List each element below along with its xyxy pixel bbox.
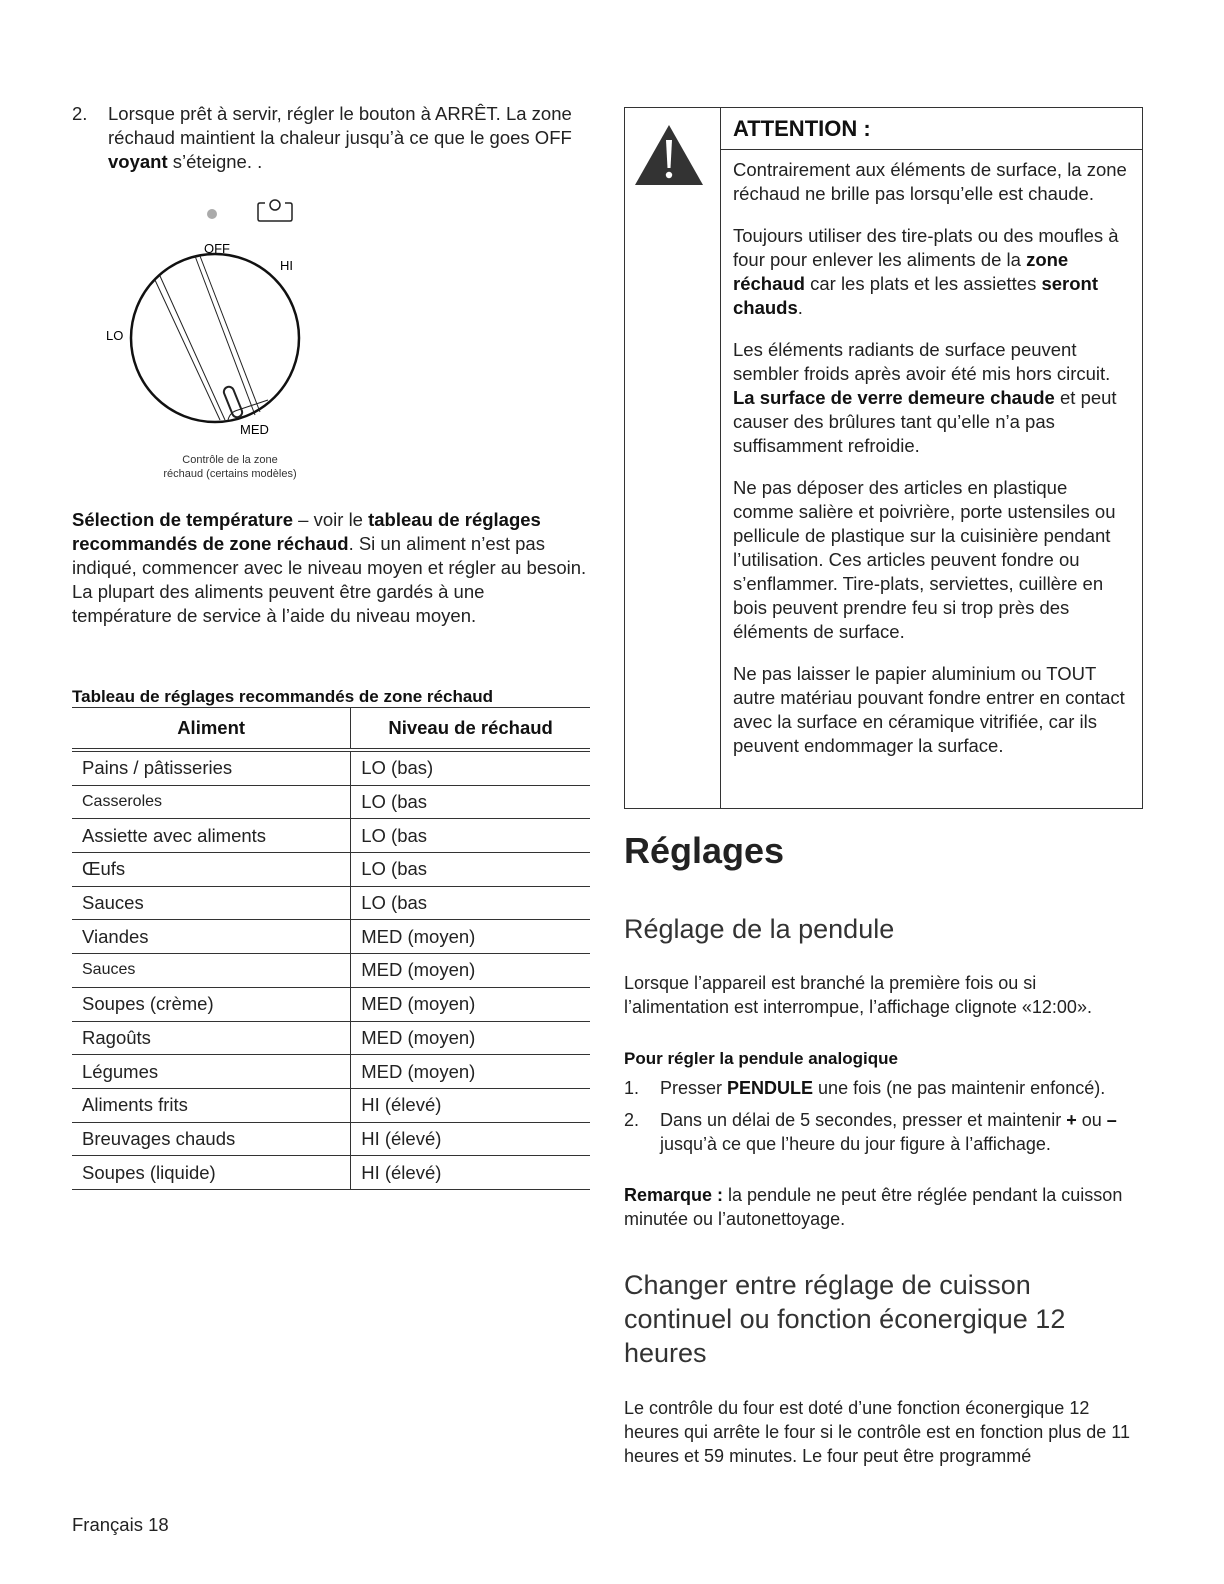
bold-text: + <box>1066 1110 1077 1130</box>
clock-intro <box>624 971 1144 1019</box>
text-run: – voir le <box>293 509 369 530</box>
step-number: 2. <box>624 1110 640 1130</box>
cell-food: Viandes <box>72 920 351 954</box>
warming-settings-table <box>72 707 590 1190</box>
cell-level: HI (élevé) <box>351 1156 590 1190</box>
column-header-food: Aliment <box>72 708 351 751</box>
text-run: la pendule ne peut être réglée pendant la cuisson minutée ou l’autonettoyage. <box>624 1185 1123 1229</box>
text-run: Le contrôle du four est doté d’une fonction éconergique 12 heures qui arrête le four si le contrôle est en fonction plus de 11 heures et 59 minutes. Le four peut être programmé <box>624 1398 1130 1466</box>
step-2 <box>72 102 608 174</box>
text-run: Contrairement aux éléments de surface, la zone réchaud ne brille pas lorsqu’elle est chaude. <box>733 159 1127 204</box>
text-run: . <box>797 297 803 318</box>
clock-steps <box>624 1076 1139 1164</box>
caption-line: réchaud (certains modèles) <box>163 468 297 480</box>
caption-line: Contrôle de la zone <box>182 454 278 466</box>
cell-food: Soupes (liquide) <box>72 1156 351 1190</box>
table-row <box>72 920 590 954</box>
bold-text: Remarque : <box>624 1185 724 1205</box>
cell-level: HI (élevé) <box>351 1088 590 1122</box>
table-row <box>72 750 590 785</box>
attention-paragraph <box>733 224 1128 320</box>
cell-food: Assiette avec aliments <box>72 819 351 853</box>
table-row <box>72 1055 590 1089</box>
bold-text: voyant <box>108 151 168 172</box>
column-header-level: Niveau de réchaud <box>351 708 590 751</box>
page-footer: Français 18 <box>72 1514 169 1535</box>
attention-paragraph <box>733 476 1128 644</box>
step-text <box>108 103 572 172</box>
text-run: et peut causer des brûlures tant qu’elle n’a pas suffisamment refroidie. <box>733 387 1117 456</box>
cell-level: MED (moyen) <box>351 1055 590 1089</box>
cell-level: HI (élevé) <box>351 1122 590 1156</box>
figure-caption <box>120 453 340 481</box>
temperature-selection-paragraph <box>72 508 587 628</box>
dial-label-hi: HI <box>280 258 293 273</box>
cell-food: Breuvages chauds <box>72 1122 351 1156</box>
text-run: Dans un délai de 5 secondes, presser et maintenir <box>660 1110 1067 1130</box>
cell-level: LO (bas) <box>351 750 590 785</box>
cell-level: LO (bas <box>351 853 590 887</box>
cell-food: Ragoûts <box>72 1021 351 1055</box>
indicator-light-icon <box>207 209 217 219</box>
text-run: . Si un aliment n’est pas indiqué, commencer avec le niveau moyen et régler au besoin. La plupart des aliments peuvent être gardés à une température de service à l’aide du niveau moyen. <box>72 533 587 626</box>
bold-text: Sélection de température <box>72 509 294 530</box>
analog-clock-subtitle: Pour régler la pendule analogique <box>624 1049 898 1068</box>
text-run: jusqu’à ce que l’heure du jour figure à l’affichage. <box>660 1134 1051 1154</box>
step-number: 2. <box>72 103 88 124</box>
table-row <box>72 954 590 988</box>
dial-label-off: OFF <box>204 241 230 256</box>
cell-food: Pains / pâtisseries <box>72 750 351 785</box>
cell-food: Œufs <box>72 853 351 887</box>
attention-paragraph <box>733 338 1128 458</box>
table-row <box>72 886 590 920</box>
bold-text: PENDULE <box>727 1078 814 1098</box>
cell-level: MED (moyen) <box>351 987 590 1021</box>
clock-step <box>624 1076 1139 1100</box>
cell-food: Sauces <box>72 886 351 920</box>
cell-food: Casseroles <box>72 785 351 819</box>
cell-level: MED (moyen) <box>351 1021 590 1055</box>
attention-paragraph <box>733 158 1128 206</box>
clock-heading: Réglage de la pendule <box>624 914 895 944</box>
text-run: une fois (ne pas maintenir enfoncé). <box>813 1078 1106 1098</box>
text-run: Ne pas laisser le papier aluminium ou TOUT autre matériau pouvant fondre entrer en contact avec la surface en céramique vitrifiée, car ils peuvent endommager la surface. <box>733 663 1125 756</box>
clock-note <box>624 1183 1124 1231</box>
eco-paragraph <box>624 1396 1144 1468</box>
warming-zone-symbol-icon <box>258 200 292 221</box>
dial-label-med: MED <box>240 422 269 437</box>
section-title: Réglages <box>624 830 785 871</box>
warning-triangle-icon <box>625 108 720 188</box>
table-row <box>72 1122 590 1156</box>
table-row <box>72 819 590 853</box>
table-title: Tableau de réglages recommandés de zone réchaud <box>72 687 494 706</box>
step-text <box>660 1110 1117 1154</box>
attention-box <box>624 107 1143 809</box>
bold-text: zone réchaud <box>733 249 1069 294</box>
text-run: car les plats et les assiettes <box>804 273 1042 294</box>
bold-text: – <box>1106 1110 1117 1130</box>
table-row <box>72 1156 590 1190</box>
text-run: s’éteigne. . <box>167 151 263 172</box>
cell-level: MED (moyen) <box>351 920 590 954</box>
cell-food: Aliments frits <box>72 1088 351 1122</box>
table-row <box>72 987 590 1021</box>
cell-level: LO (bas <box>351 819 590 853</box>
text-run: Lorsque l’appareil est branché la première fois ou si l’alimentation est interrompue, l’affichage clignote «12:00». <box>624 973 1092 1017</box>
step-number: 1. <box>624 1078 640 1098</box>
attention-title: ATTENTION : <box>721 108 1142 150</box>
bold-text: tableau de réglages recommandés de zone réchaud <box>72 509 541 554</box>
bold-text: seront chauds <box>733 273 1099 318</box>
attention-body <box>733 158 1128 776</box>
attention-paragraph <box>733 662 1128 758</box>
text-run: Presser <box>660 1078 728 1098</box>
text-run: ou <box>1076 1110 1107 1130</box>
text-run: Lorsque prêt à servir, régler le bouton à ARRÊT. La zone réchaud maintient la chaleur jusqu’à ce que le goes OFF <box>108 103 572 148</box>
clock-step <box>624 1108 1139 1156</box>
bold-text: La surface de verre demeure chaude <box>733 387 1055 408</box>
text-run: Ne pas déposer des articles en plastique comme salière et poivrière, porte ustensiles ou pellicule de plastique sur la cuisinière pendant l’utilisation. Ces articles peuvent fondre ou s’enflammer. Tire-plats, serviettes, cuillère en bois peuvent prendre feu si trop près des éléments de surface. <box>733 477 1116 642</box>
cell-food: Légumes <box>72 1055 351 1089</box>
text-run: Les éléments radiants de surface peuvent sembler froids après avoir été mis hors circuit. <box>733 339 1111 384</box>
cell-level: LO (bas <box>351 886 590 920</box>
eco-heading: Changer entre réglage de cuisson continuel ou fonction éconergique 12 heures <box>624 1270 1066 1368</box>
table-row <box>72 1088 590 1122</box>
step-text <box>660 1078 1105 1098</box>
table-row <box>72 785 590 819</box>
cell-food: Soupes (crème) <box>72 987 351 1021</box>
table-row <box>72 1021 590 1055</box>
table-row <box>72 853 590 887</box>
cell-food: Sauces <box>72 954 351 988</box>
text-run: Toujours utiliser des tire-plats ou des moufles à four pour enlever les aliments de la <box>733 225 1119 270</box>
warming-zone-dial-figure <box>100 190 340 450</box>
cell-level: LO (bas <box>351 785 590 819</box>
dial-label-lo: LO <box>106 328 124 343</box>
cell-level: MED (moyen) <box>351 954 590 988</box>
